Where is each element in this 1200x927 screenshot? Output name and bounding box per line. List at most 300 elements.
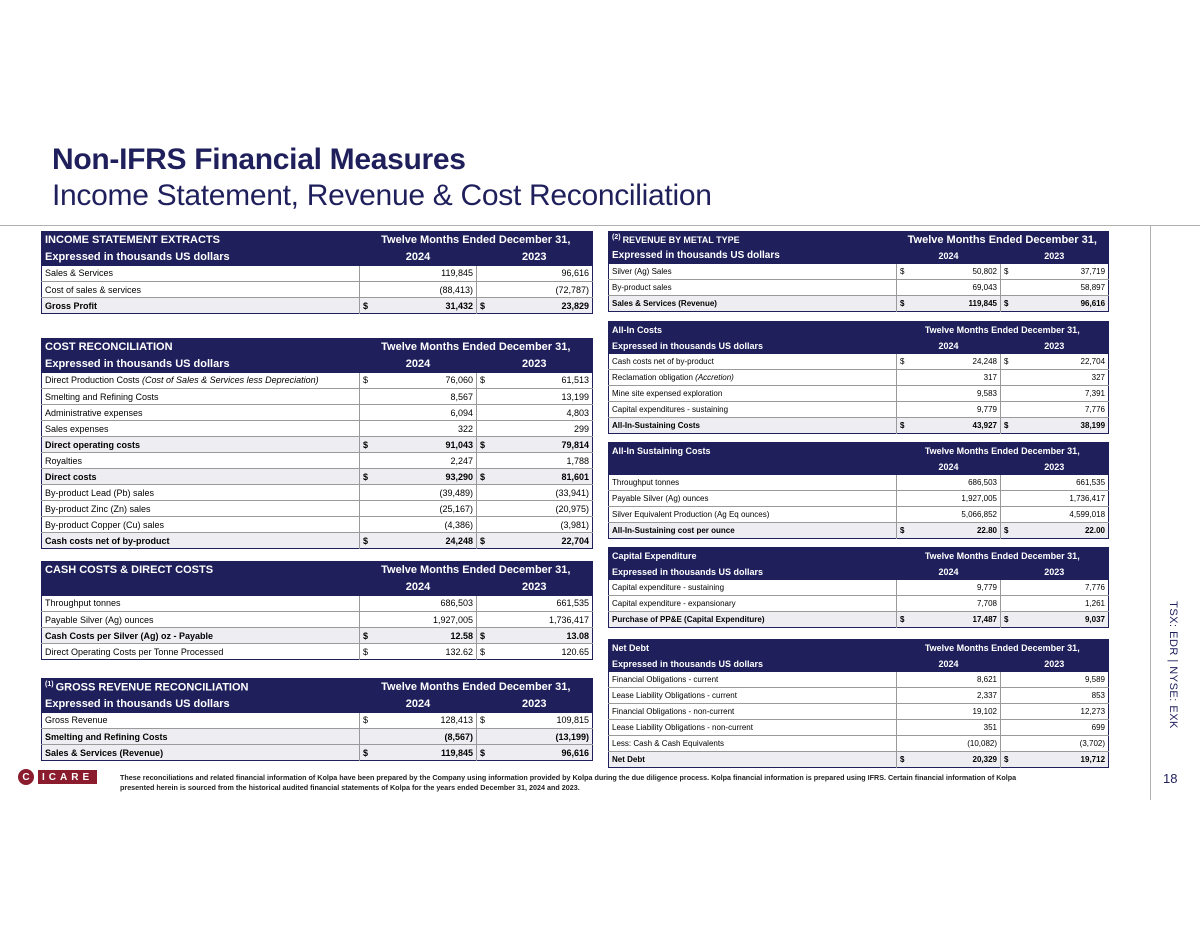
table-row [42,612,593,628]
value-2024: 119,845 [909,296,1001,312]
value-2023: 1,736,417 [1013,491,1109,507]
currency-2024 [360,596,374,612]
table-row [42,644,593,660]
row-label: Smelting and Refining Costs [42,729,360,745]
value-2024: 9,583 [909,386,1001,402]
year-2024-header: 2024 [897,459,1001,475]
table-header-row [42,356,593,373]
currency-2023 [1001,596,1013,612]
year-2023-header: 2023 [1001,564,1109,580]
currency-2024: $ [360,298,374,314]
value-2024: (88,413) [374,282,477,298]
value-2023: 1,788 [491,453,593,469]
row-label: By-product sales [609,280,897,296]
currency-2023 [477,517,491,533]
currency-2024: $ [897,296,909,312]
revenue-by-metal-table [608,231,1109,312]
currency-2024 [360,389,374,405]
value-2023: 23,829 [491,298,593,314]
currency-2024 [897,491,909,507]
period-label: Twelve Months Ended December 31, [897,548,1109,564]
row-label: Lease Liability Obligations - non-current [609,720,897,736]
value-2024: 43,927 [909,418,1001,434]
currency-2024 [897,580,909,596]
table-title: Net Debt [609,640,897,656]
value-2024: (4,386) [374,517,477,533]
all-in-costs-table [608,321,1109,434]
row-label: Direct costs [42,469,360,485]
row-label: Less: Cash & Cash Equivalents [609,736,897,752]
currency-2024 [897,402,909,418]
currency-2023 [1001,370,1013,386]
table-header-row [42,339,593,356]
value-2023: 9,037 [1013,612,1109,628]
year-2024-header: 2024 [360,249,477,266]
row-label: Administrative expenses [42,405,360,421]
value-2024: 24,248 [374,533,477,549]
value-2024: 1,927,005 [374,612,477,628]
value-2023: (33,941) [491,485,593,501]
row-label: All-In-Sustaining Costs [609,418,897,434]
table-row [42,405,593,421]
table-header-row [609,322,1109,338]
row-label: Purchase of PP&E (Capital Expenditure) [609,612,897,628]
footnote-marker: (2) [612,234,621,242]
value-2023: 61,513 [491,373,593,389]
footnote-marker: (1) [45,680,54,688]
currency-2023: $ [1001,354,1013,370]
currency-2024 [360,501,374,517]
currency-2023: $ [477,713,491,729]
table-row [42,501,593,517]
value-2023: 58,897 [1013,280,1109,296]
table-header-row [42,562,593,579]
value-2024: 119,845 [374,266,477,282]
currency-2023 [477,389,491,405]
company-logo [18,768,110,786]
table-header-row [42,579,593,596]
period-label: Twelve Months Ended December 31, [897,232,1109,248]
value-2024: 31,432 [374,298,477,314]
table-header-row [609,640,1109,656]
table-title: INCOME STATEMENT EXTRACTS [42,232,360,249]
table-row [42,713,593,729]
table-row [609,612,1109,628]
currency-2024: $ [360,437,374,453]
currency-2023 [477,485,491,501]
year-2024-header: 2024 [897,656,1001,672]
row-label: Silver Equivalent Production (Ag Eq ounces) [609,507,897,523]
value-2023: 1,736,417 [491,612,593,628]
currency-2023: $ [477,373,491,389]
year-2023-header: 2023 [477,696,593,713]
value-2024: 351 [909,720,1001,736]
value-2023: 7,776 [1013,580,1109,596]
header-divider [0,225,1200,226]
currency-2023 [1001,672,1013,688]
currency-2023 [1001,386,1013,402]
table-header-row [609,248,1109,264]
row-label: By-product Lead (Pb) sales [42,485,360,501]
value-2024: 8,621 [909,672,1001,688]
table-title: COST RECONCILIATION [42,339,360,356]
table-row [42,389,593,405]
currency-2023 [477,729,491,745]
table-row [609,720,1109,736]
period-label: Twelve Months Ended December 31, [897,443,1109,459]
value-2024: 132.62 [445,646,473,657]
table-row [609,296,1109,312]
table-row [42,745,593,761]
table-row [42,517,593,533]
row-label: Silver (Ag) Sales [609,264,897,280]
table-header-row [609,656,1109,672]
aisc-table [608,442,1109,539]
row-label: Financial Obligations - current [609,672,897,688]
value-2024: 1,927,005 [909,491,1001,507]
row-label: Gross Revenue [42,713,360,729]
table-row [42,266,593,282]
currency-2024: $ [897,418,909,434]
table-header-row [609,564,1109,580]
row-label: Sales expenses [42,421,360,437]
value-2024: 5,066,852 [909,507,1001,523]
value-2024: 317 [909,370,1001,386]
currency-2024 [897,370,909,386]
currency-2024: $ [897,354,909,370]
units-label [42,579,360,596]
row-label: Cash Costs per Silver (Ag) oz - Payable [42,628,360,644]
currency-2024: $ [360,628,374,644]
row-label: Throughput tonnes [42,596,360,612]
value-2023: 327 [1013,370,1109,386]
table-row [609,596,1109,612]
table-row [42,533,593,549]
table-row [609,475,1109,491]
currency-2024: $ [360,713,374,729]
currency-2023: $ [477,533,491,549]
currency-2024: $ [360,644,374,660]
table-row [609,672,1109,688]
currency-2023: $ [1001,264,1013,280]
year-2024-header: 2024 [360,356,477,373]
value-2023: 22,704 [1013,354,1109,370]
table-row [42,485,593,501]
currency-2024 [360,517,374,533]
row-label: Mine site expensed exploration [609,386,897,402]
units-label: Expressed in thousands US dollars [42,696,360,713]
currency-2024: $ [360,469,374,485]
currency-2023 [1001,507,1013,523]
gross-revenue-table [41,678,593,761]
table-header-row [609,232,1109,248]
capex-table [608,547,1109,628]
period-label: Twelve Months Ended December 31, [360,562,593,579]
currency-2024: $ [897,752,909,768]
table-header-row [42,679,593,696]
currency-2023: $ [477,644,491,660]
value-2023: 4,599,018 [1013,507,1109,523]
row-label: Throughput tonnes [609,475,897,491]
currency-2023 [477,282,491,298]
currency-2023 [1001,491,1013,507]
currency-2023: $ [1001,418,1013,434]
currency-2024 [360,266,374,282]
table-header-row [609,443,1109,459]
value-2024: 6,094 [374,405,477,421]
currency-2024: $ [897,612,909,628]
currency-2024 [360,612,374,628]
value-2023: 299 [491,421,593,437]
currency-2024 [897,386,909,402]
value-2024: 9,779 [909,402,1001,418]
currency-2024: $ [897,523,909,539]
table-header-row [42,249,593,266]
value-2024: 69,043 [909,280,1001,296]
units-label: Expressed in thousands US dollars [609,248,897,264]
value-2024: 24,248 [909,354,1001,370]
net-debt-table [608,639,1109,768]
year-2023-header: 2023 [1001,459,1109,475]
table-header-row [42,232,593,249]
period-label: Twelve Months Ended December 31, [360,679,593,696]
value-2024: 322 [374,421,477,437]
row-label: Financial Obligations - non-current [609,704,897,720]
year-2023-header: 2023 [477,356,593,373]
row-label: Cash costs net of by-product [42,533,360,549]
value-2023: 22.00 [1013,523,1109,539]
row-label: Capital expenditure - expansionary [609,596,897,612]
table-title: $^{(1)}$ GROSS REVENUE RECONCILIATION [42,679,360,696]
currency-2024: $ [360,373,374,389]
year-2024-header: 2024 [360,696,477,713]
year-2024-header: 2024 [897,564,1001,580]
value-2024: 17,487 [909,612,1001,628]
table-row [42,596,593,612]
currency-2023: $ [477,745,491,761]
table-header-row [42,696,593,713]
page-title: Non-IFRS Financial Measures [52,143,466,176]
year-2023-header: 2023 [1001,248,1109,264]
table-row [42,437,593,453]
currency-2023 [1001,704,1013,720]
units-label: Expressed in thousands US dollars [42,356,360,373]
currency-2023 [477,421,491,437]
value-2024: (10,082) [909,736,1001,752]
currency-2024 [360,729,374,745]
value-2024: 91,043 [374,437,477,453]
table-row [42,729,593,745]
value-2023: 12,273 [1013,704,1109,720]
year-2024-header: 2024 [897,248,1001,264]
currency-2023: $ [1001,752,1013,768]
currency-2024: $ [897,264,909,280]
value-2023: 9,589 [1013,672,1109,688]
table-title: CASH COSTS & DIRECT COSTS [42,562,360,579]
value-2023: 81,601 [491,469,593,485]
currency-2023: $ [477,469,491,485]
value-2024: (39,489) [374,485,477,501]
table-row [42,421,593,437]
page-subtitle: Income Statement, Revenue & Cost Reconciliation [52,179,712,212]
value-2024: 686,503 [909,475,1001,491]
table-row [609,402,1109,418]
units-label: Expressed in thousands US dollars [609,564,897,580]
value-2023: 7,391 [1013,386,1109,402]
table-title: All-In Costs [609,322,897,338]
value-2024: 22.80 [909,523,1001,539]
row-label: Cost of sales & services [42,282,360,298]
value-2023: 109,815 [491,713,593,729]
value-2023: 853 [1013,688,1109,704]
period-label: Twelve Months Ended December 31, [897,640,1109,656]
currency-2023: $ [477,298,491,314]
cash-costs-table [41,561,593,660]
value-2023: 13,199 [491,389,593,405]
currency-2024: $ [360,745,374,761]
table-row [609,418,1109,434]
value-2023: 661,535 [491,596,593,612]
currency-2024: $ [360,533,374,549]
value-2024: 2,247 [374,453,477,469]
value-2024: 19,102 [909,704,1001,720]
value-2023: (72,787) [491,282,593,298]
value-2024: (25,167) [374,501,477,517]
table-title: $^{(2)}$ REVENUE BY METAL TYPE [609,232,897,248]
logo-wordmark: ICARE [38,770,97,784]
cost-reconciliation-table [41,338,593,549]
value-2023: 96,616 [491,266,593,282]
income-statement-table [41,231,593,314]
currency-2023 [477,612,491,628]
row-label: Sales & Services (Revenue) [609,296,897,312]
year-2023-header: 2023 [477,579,593,596]
value-2024: 50,802 [909,264,1001,280]
currency-2023 [1001,475,1013,491]
row-label: Sales & Services [42,266,360,282]
row-label: Payable Silver (Ag) ounces [42,612,360,628]
row-label: Royalties [42,453,360,469]
value-2023: 4,803 [491,405,593,421]
row-label: Reclamation obligation (Accretion) [609,370,897,386]
currency-2023 [477,501,491,517]
currency-2023 [1001,280,1013,296]
value-2024: 8,567 [374,389,477,405]
row-label: Cash costs net of by-product [609,354,897,370]
units-label: Expressed in thousands US dollars [609,656,897,672]
table-row [42,298,593,314]
value-2023: 13.08 [491,628,593,644]
year-2024-header: 2024 [897,338,1001,354]
table-row [42,628,593,644]
currency-2023 [1001,688,1013,704]
table-row [609,752,1109,768]
side-divider [1150,225,1151,800]
units-label: Expressed in thousands US dollars [609,338,897,354]
value-2024: 2,337 [909,688,1001,704]
table-row [42,282,593,298]
value-2023: 38,199 [1013,418,1109,434]
value-2023: 79,814 [491,437,593,453]
row-label: Direct Production Costs (Cost of Sales & Services less Depreciation) [42,373,360,389]
value-2024: 128,413 [374,713,477,729]
value-2024: 93,290 [374,469,477,485]
value-2024: 12.58 [374,628,477,644]
row-label: Direct operating costs [42,437,360,453]
value-2023: 1,261 [1013,596,1109,612]
table-row [609,507,1109,523]
table-row [42,453,593,469]
table-row [609,264,1109,280]
table-row [609,354,1109,370]
table-row [609,523,1109,539]
year-2023-header: 2023 [1001,656,1109,672]
logo-mark-icon: C [18,769,34,785]
currency-2024 [360,405,374,421]
currency-2023 [1001,402,1013,418]
currency-2023: $ [1001,296,1013,312]
currency-2024 [897,736,909,752]
currency-2024 [897,688,909,704]
value-2024: (8,567) [374,729,477,745]
currency-2023 [1001,580,1013,596]
currency-2023: $ [1001,523,1013,539]
page-number: 18 [1163,771,1178,786]
currency-2024 [360,485,374,501]
table-row [609,736,1109,752]
value-2024: 686,503 [374,596,477,612]
value-2023: 7,776 [1013,402,1109,418]
currency-2023 [477,453,491,469]
currency-2023: $ [1001,612,1013,628]
value-2023: 19,712 [1013,752,1109,768]
value-2023: (3,981) [491,517,593,533]
value-2024: 7,708 [909,596,1001,612]
table-row [42,373,593,389]
value-2023: 37,719 [1013,264,1109,280]
period-label: Twelve Months Ended December 31, [360,339,593,356]
currency-2024 [897,720,909,736]
row-label: Net Debt [609,752,897,768]
row-label: Direct Operating Costs per Tonne Processed [45,646,224,657]
currency-2024 [360,453,374,469]
table-row [609,370,1109,386]
currency-2023 [477,405,491,421]
table-header-row [609,338,1109,354]
row-label: Payable Silver (Ag) ounces [609,491,897,507]
currency-2023 [477,596,491,612]
table-header-row [609,548,1109,564]
currency-2024 [897,280,909,296]
table-title: All-In Sustaining Costs [609,443,897,459]
table-row [609,580,1109,596]
value-2023: (3,702) [1013,736,1109,752]
currency-2024 [360,282,374,298]
table-title: Capital Expenditure [609,548,897,564]
currency-2024 [897,704,909,720]
year-2023-header: 2023 [477,249,593,266]
units-label [609,459,897,475]
ticker-label: TSX: EDR | NYSE: EXK [1167,601,1179,729]
table-row [609,688,1109,704]
value-2024: 20,329 [909,752,1001,768]
currency-2023 [477,266,491,282]
currency-2024 [897,672,909,688]
value-2023: 96,616 [491,745,593,761]
value-2023: 22,704 [491,533,593,549]
table-row [609,491,1109,507]
row-label: Lease Liability Obligations - current [609,688,897,704]
